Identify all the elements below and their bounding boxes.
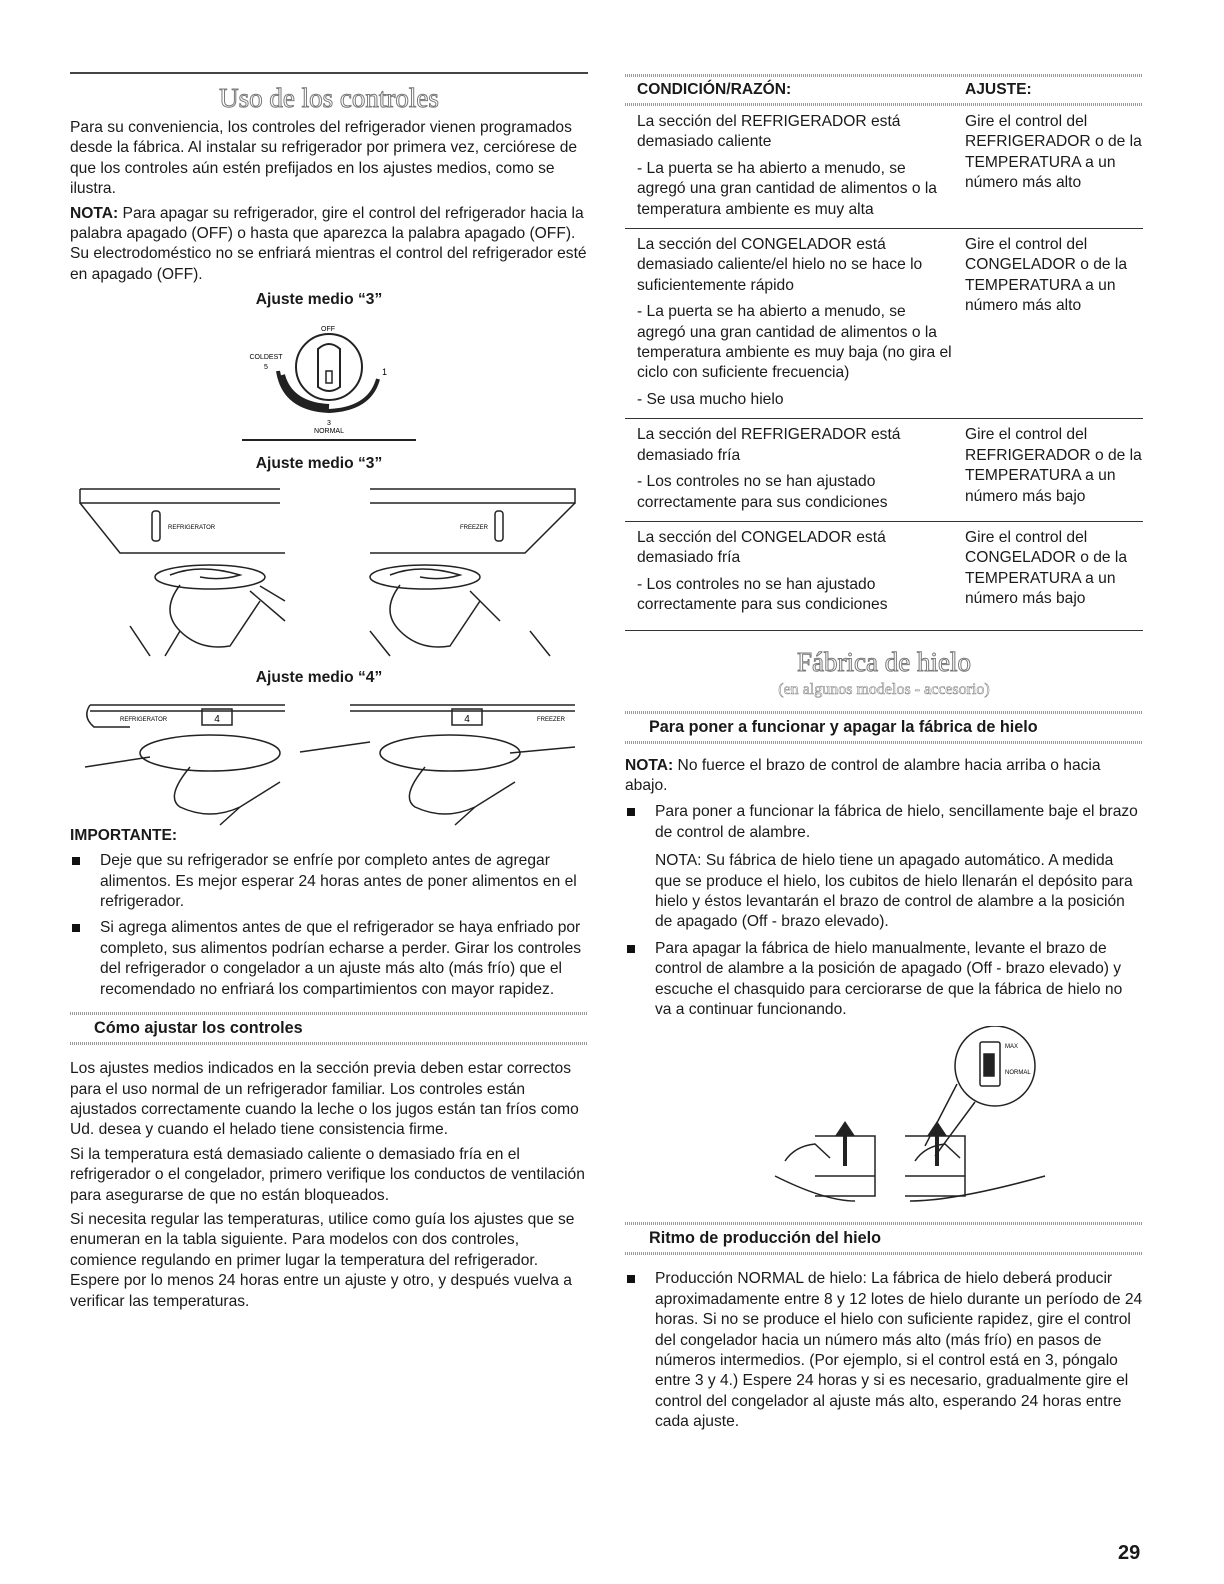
section-subtitle-icemaker: (en algunos modelos - accesorio) [778,680,990,698]
dial-figure [70,309,588,449]
icemaker-figure [625,1026,1143,1216]
table-row [625,419,1143,522]
adjust-paragraph-3: Si necesita regular las temperaturas, utilice como guía los ajustes que se enumeran en la tabla siguiente. Para modelos con dos controles, comience regulando en primer lugar la temperatura del refrigerador. Espere por lo menos 24 horas entre un ajuste y otro, y después vuelva a verificar las temperaturas. [70,1210,575,1310]
note-text: No fuerce el brazo de control de alambre hacia arriba o hacia abajo. [625,756,1101,794]
icemaker-item-2: Para apagar la fábrica de hielo manualmente, levante el brazo de control de alambre a la posición de apagado (Off - brazo elevado) y escuche el chasquido para cerciorarse de que la fábrica de hielo no va a continuar funcionando. [655,939,1123,1018]
fig2-freezer-label: FREEZER [459,525,488,532]
dial-one-label: 1 [382,367,388,378]
dual-control-figure [70,481,588,661]
note-paragraph [70,204,588,286]
table-cell-condition [625,521,957,630]
row-4-reason: - Los controles no se han ajustado correctamente para sus condiciones [637,575,888,614]
table-row [625,106,1143,229]
row-3-reason: - Los controles no se han ajustado correctamente para sus condiciones [637,473,888,511]
table-cell-condition [625,419,957,522]
table-cell-condition [625,229,957,419]
icemaker-normal-label: NORMAL [1005,1070,1031,1077]
note-label: NOTA: [655,852,702,870]
left-column [70,0,588,1312]
section-title-icemaker: Fábrica de hielo [797,646,971,677]
table-cell-adjust: Gire el control del CONGELADOR o de la TEMPERATURA a un número más alto [957,229,1143,419]
icemaker-item-1: Para poner a funcionar la fábrica de hielo, sencillamente baje el brazo de control de alambre. [655,803,1138,841]
rate-item: Producción NORMAL de hielo: La fábrica de hielo deberá producir aproximadamente entre 8 y 12 lotes de hielo durante un período de 24 horas. Si no se produce el hielo con suficiente rapidez, gire el control del congelador hacia un número más alto (más frío) en pasos de números intermedios. (Por ejemplo, si el control está en 3, póngalo entre 3 y 4.) Espere 24 horas y si es necesario, gradualmente gire el control del congelador al ajuste más alto, esperando 24 horas entre cada ajuste. [655,1270,1143,1431]
list-item [70,851,588,912]
fig3-right-setting: 4 [464,714,470,726]
list-item [625,802,1143,932]
table-header-condition: CONDICIÓN/RAZÓN: [637,81,792,98]
fig3-left-setting: 4 [214,714,220,726]
intro-paragraph: Para su conveniencia, los controles del refrigerador vienen programados desde la fábrica. Al instalar su refrigerador por primera vez, cerciórese de que los controles aún estén prefijados en los ajustes medios, como se ilustra. [70,119,578,198]
dial-five-label: 5 [264,364,268,372]
icemaker-item-1-note [655,851,1143,933]
table-cell-adjust: Gire el control del CONGELADOR o de la TEMPERATURA a un número más bajo [957,521,1143,630]
table-header [625,77,1143,103]
list-item [625,939,1143,1021]
important-item-1: Deje que su refrigerador se enfríe por completo antes de agregar alimentos. Es mejor esperar 24 horas antes de poner alimentos en el refrigerador. [100,852,577,911]
table-cell-adjust: Gire el control del REFRIGERADOR o de la TEMPERATURA a un número más bajo [957,419,1143,522]
row-2-reason-2: - Se usa mucho hielo [637,390,784,408]
table-header-adjust: AJUSTE: [965,81,1032,98]
dial-three-label: 3 [327,420,331,428]
dial-coldest-label: COLDEST [249,354,283,362]
icemaker-max-label: MAX [1005,1044,1019,1051]
right-column [625,0,1143,1439]
important-heading: IMPORTANTE: [70,827,178,845]
table-cell-adjust: Gire el control del REFRIGERADOR o de la TEMPERATURA a un número más alto [957,106,1143,229]
fig2-refrigerator-label: REFRIGERATOR [168,525,216,532]
figure-caption-3: Ajuste medio “4” [255,669,383,687]
page-number: 29 [1118,1542,1141,1564]
dial-normal-label: NORMAL [314,428,344,436]
section-divider [625,1252,1143,1255]
list-item [625,1269,1143,1432]
row-3-condition: La sección del REFRIGERADOR está demasiado fría [637,426,901,464]
section-divider [625,741,1143,744]
dial-off-label: OFF [321,326,335,334]
row-4-condition: La sección del CONGELADOR está demasiado fría [637,528,886,567]
important-list [70,851,588,1000]
figure-caption-2: Ajuste medio “3” [255,455,383,473]
row-1-condition: La sección del REFRIGERADOR está demasiado caliente [637,113,901,151]
table-cell-condition [625,106,957,229]
row-1-reason: - La puerta se ha abierto a menudo, se agregó una gran cantidad de alimentos o la temperatura ambiente es muy alta [637,159,937,218]
fig3-freezer-label: FREEZER [536,717,565,724]
section-heading-onoff: Para poner a funcionar y apagar la fábrica de hielo [649,717,1038,736]
figure-caption-1: Ajuste medio “3” [255,291,383,309]
section-heading-rate: Ritmo de producción del hielo [649,1229,882,1248]
list-item [70,918,588,1000]
row-2-reason-1: - La puerta se ha abierto a menudo, se agregó una gran cantidad de alimentos o la temperatura ambiente es muy baja (no gira el ciclo con suficiente frecuencia) [637,303,952,382]
rate-list [625,1269,1143,1432]
troubleshooting-table [625,106,1143,631]
adjust-paragraph-2: Si la temperatura está demasiado caliente o demasiado fría en el refrigerador o el congelador, primero verifique los conductos de ventilación para asegurarse de que no están bloqueados. [70,1145,585,1204]
slider-control-figure [70,697,588,827]
section-heading-adjust: Cómo ajustar los controles [94,1019,303,1038]
important-item-2: Si agrega alimentos antes de que el refrigerador se haya enfriado por completo, sus alimentos podrían echarse a perder. Girar los controles del refrigerador o congelador a un ajuste más alto (más frío) que el recomendado no enfriará los compartimientos con mayor rapidez. [100,919,582,998]
adjust-paragraph-1: Los ajustes medios indicados en la sección previa deben estar correctos para el uso normal de un refrigerador familiar. Los controles están ajustados correctamente cuando la leche o los jugos están tan fríos como Ud. desea y cuando el helado tiene consistencia firme. [70,1060,579,1139]
icemaker-note [625,756,1143,797]
note-text: Para apagar su refrigerador, gire el control del refrigerador hacia la palabra apagado (OFF) o hasta que aparezca la palabra apagado (OFF). Su electrodoméstico no se enfriará mientras el control del refrigerador esté en apagado (OFF). [70,204,587,283]
row-2-condition: La sección del CONGELADOR está demasiado caliente/el hielo no se hace lo suficientemente rápido [637,236,923,294]
note-text: Su fábrica de hielo tiene un apagado automático. A medida que se produce el hielo, los cubitos de hielo llenarán el depósito para hielo y éstos levantarán el brazo de control de alambre a la posición de apagado (Off - brazo elevado). [655,852,1133,931]
note-label: NOTA: [70,204,119,222]
section-divider [70,1042,588,1045]
fig3-refrigerator-label: REFRIGERATOR [120,717,168,724]
icemaker-list [625,802,1143,1020]
table-row [625,229,1143,419]
section-title-controls: Uso de los controles [219,83,439,113]
table-row [625,521,1143,630]
note-label: NOTA: [625,756,674,774]
